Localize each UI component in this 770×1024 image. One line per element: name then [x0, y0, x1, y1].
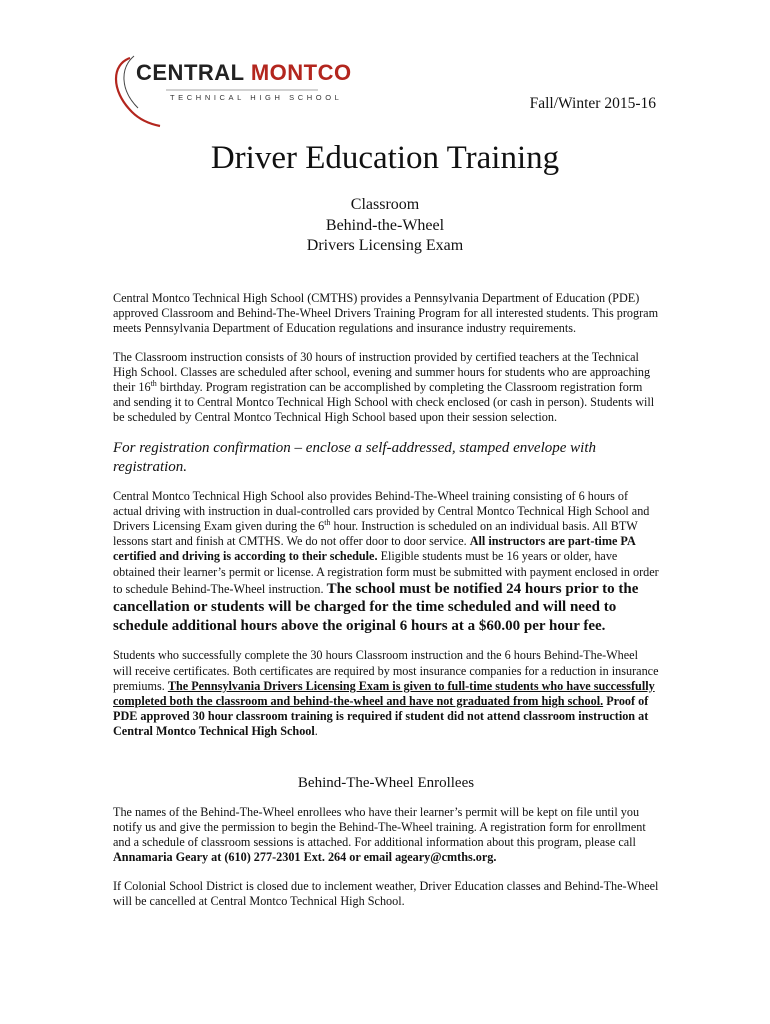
certificates-paragraph [113, 648, 659, 739]
btw-text-1: Central Montco Technical High School also provides Behind-The-Wheel training consisting of 6 hours of actual driving with instruction in dual-controlled cars provided by Central Montco Technical High School and Drivers Licensing Exam given during the 6 [113, 488, 650, 534]
ordinal-suffix: th [324, 517, 331, 527]
subtitle-licensing-exam: Drivers Licensing Exam [306, 237, 464, 254]
subtitle-classroom: Classroom [350, 196, 420, 213]
registration-note: For registration confirmation – enclose a self-addressed, stamped envelope with registration. [113, 439, 596, 475]
instructor-notice: All instructors are part-time PA certified and driving is according to their schedule. [113, 534, 636, 564]
body-content [113, 291, 659, 922]
certificates-text: Students who successfully complete the 30 hours Classroom instruction and the 6 hours Behind-The-Wheel will receive certificates. Both certificates are required by most insurance companies for a reduction in insurance premiums. [113, 648, 659, 693]
section-heading: Behind-The-Wheel Enrollees [297, 774, 475, 791]
intro-paragraph: Central Montco Technical High School (CMTHS) provides a Pennsylvania Department of Education (PDE) approved Classroom and Behind-The-Wheel Drivers Training Program for all interested students. This program meets Pennsylvania Department of Education regulations and insurance industry requirements. [113, 291, 659, 336]
logo-subtitle: TECHNICAL HIGH SCHOOL [170, 93, 343, 102]
term-label: Fall/Winter 2015-16 [529, 95, 656, 112]
enrollees-paragraph [113, 805, 659, 866]
btw-paragraph [113, 489, 659, 636]
classroom-text-1: The Classroom instruction consists of 30 hours of instruction provided by certified teachers at the Technical High School. Classes are scheduled after school, evening and summer hours for students who are approaching their 16 [113, 349, 651, 395]
licensing-exam-notice: The Pennsylvania Drivers Licensing Exam is given to full-time students who have successfully completed both the classroom and behind-the-wheel and have not graduated from high school. [113, 678, 655, 708]
ordinal-suffix: th [150, 378, 157, 388]
btw-text-2: hour. Instruction is scheduled on an individual basis. All BTW lessons start and finish at CMTHS. We do not offer door to door service. [113, 519, 638, 549]
subtitle-behind-the-wheel: Behind-the-Wheel [325, 216, 445, 234]
logo-word-central: CENTRAL [136, 60, 251, 85]
btw-text-3: Eligible students must be 16 years or older, have obtained their learner’s permit or license. A registration form must be submitted with payment enclosed in order to schedule Behind-The-Wheel instruction. [113, 549, 659, 596]
contact-info: Annamaria Geary at (610) 277-2301 Ext. 264 or email ageary@cmths.org. [113, 850, 497, 865]
logo-wordmark [136, 60, 352, 86]
classroom-text-2: birthday. Program registration can be accomplished by completing the Classroom registration form and sending it to Central Montco Technical High School with check enclosed (or cash in person). Students will be scheduled by Central Montco Technical High School based upon their session selection. [113, 380, 655, 425]
proof-requirement: Proof of PDE approved 30 hour classroom training is required if student did not attend classroom instruction at Central Montco Technical High School [113, 693, 649, 739]
logo-word-montco: MONTCO [250, 60, 352, 85]
cancellation-policy: The school must be notified 24 hours prior to the cancellation or students will be charged for the time scheduled and will need to schedule additional hours above the original 6 hours at a $60.00 per hour fee. [113, 580, 639, 634]
subtitle-list [0, 195, 770, 257]
page-title: Driver Education Training [210, 140, 560, 176]
period: . [314, 724, 318, 739]
weather-paragraph: If Colonial School District is closed due to inclement weather, Driver Education classes and Behind-The-Wheel will be cancelled at Central Montco Technical High School. [113, 878, 659, 908]
classroom-paragraph [113, 350, 659, 426]
enrollees-text: The names of the Behind-The-Wheel enrollees who have their learner’s permit will be kept on file until you notify us and give the permission to begin the Behind-The-Wheel training. A registration form for enrollment and a schedule of classroom sessions is attached. For additional information about this program, please call [113, 804, 646, 850]
school-logo [108, 50, 352, 130]
